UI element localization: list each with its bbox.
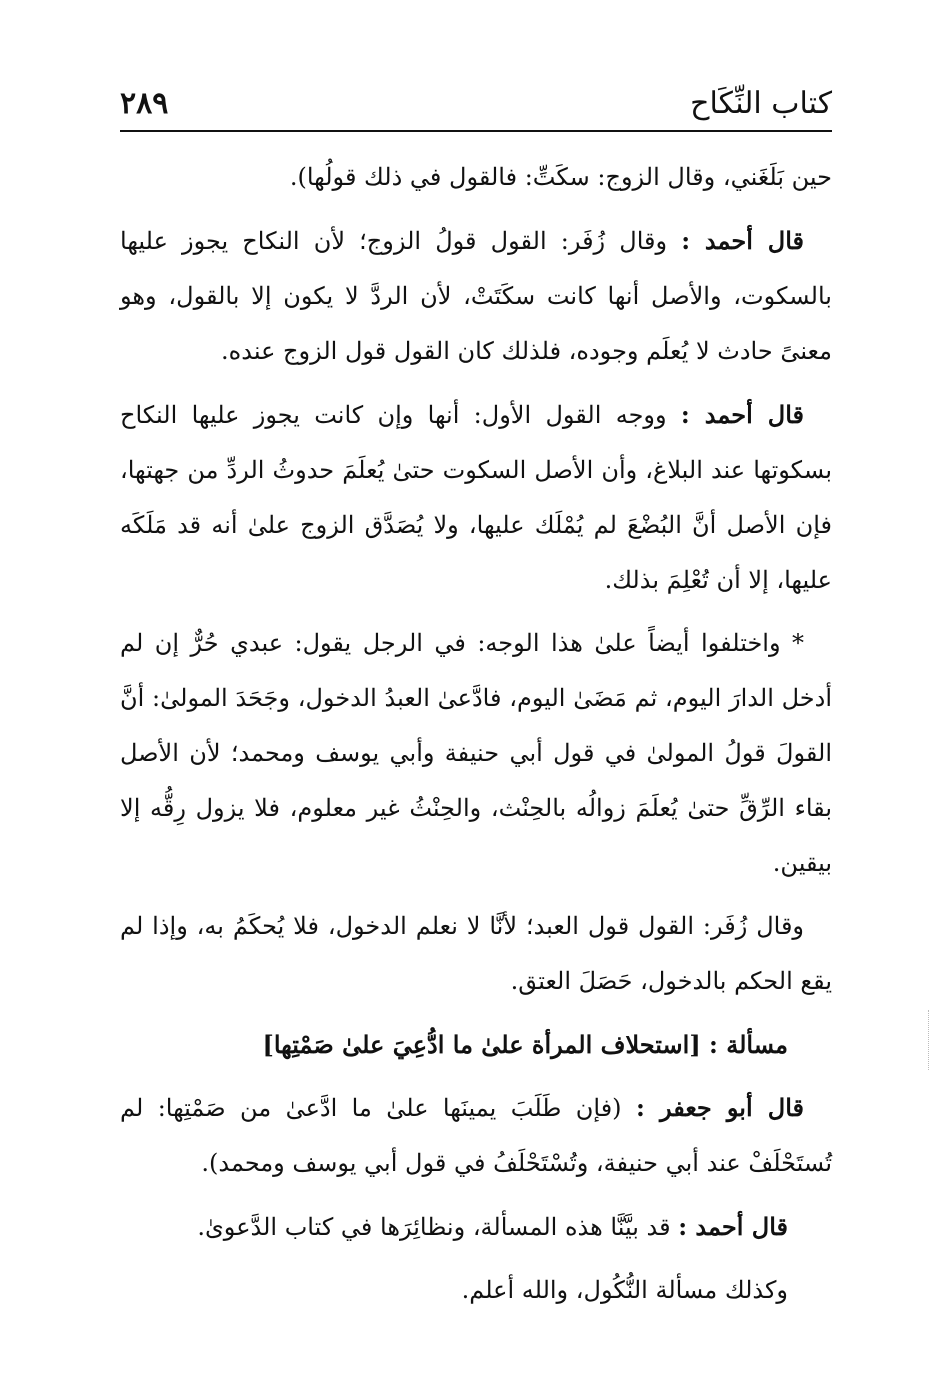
section-heading [120,1017,832,1072]
paragraph-text: ووجه القول الأول: أنها وإن كانت يجوز عليها النكاح بسكوتها عند البلاغ، وأن الأصل السكوت حتىٰ يُعلَمَ حدوثُ الردِّ من جهتها، فإن الأصل أنَّ البُضْعَ لم يُمْلَك عليها، ولا يُصَدَّق الزوج علىٰ أنه قد مَلَكَه عليها، إلا أن تُعْلِمَ بذلك. [120,401,832,594]
speaker-label: قال أبو جعفر : [635,1093,804,1122]
paragraph-text: وقال زُفَر: القول قول العبد؛ لأنَّا لا نعلم الدخول، فلا يُحكَمُ به، وإذا لم يقع الحكم بالدخول، حَصَلَ العتق. [120,912,832,995]
speaker-label: قال أحمد : [681,226,804,255]
paragraph-text: * واختلفوا أيضاً علىٰ هذا الوجه: في الرجل يقول: عبدي حُرٌّ إن لم أدخل الدارَ اليوم، ثم مَضَىٰ اليوم، فادَّعىٰ العبدُ الدخول، وجَحَدَ المولىٰ: أنَّ القولَ قولُ المولىٰ في قول أبي حنيفة وأبي يوسف ومحمد؛ لأن الأصل بقاء الرِّقِّ حتىٰ يُعلَمَ زوالُه بالحِنْث، والحِنْثُ غير معلوم، فلا يزول رِقُّه إلا بيقين. [120,629,832,877]
page-number: ٢٨٩ [120,86,169,121]
speaker-label: قال أحمد : [680,400,804,429]
page-body [120,150,832,1326]
paragraph-text: وكذلك مسألة النُّكُول، والله أعلم. [461,1276,788,1304]
paragraph-text: قد بيَّنَّا هذه المسألة، ونظائِرَها في كتاب الدَّعوىٰ. [197,1213,679,1241]
margin-scan-mark [928,1010,932,1070]
running-header [120,80,832,140]
paragraph-1 [120,150,832,205]
header-rule [120,130,832,132]
paragraph-7 [120,1080,832,1191]
paragraph-3 [120,387,832,608]
paragraph-9 [120,1263,832,1318]
paragraph-text: حين بَلَغَني، وقال الزوج: سكَتِّ: فالقول في ذلك قولُها). [289,163,832,191]
paragraph-2 [120,213,832,379]
chapter-title: كتاب النِّكَاح [690,86,832,121]
section-heading-text: مسألة : [استحلاف المرأة علىٰ ما ادُّعِيَ علىٰ صَمْتِها] [262,1030,788,1059]
paragraph-5 [120,899,832,1009]
paragraph-text: وقال زُفَر: القول قولُ الزوج؛ لأن النكاح يجوز عليها بالسكوت، والأصل أنها كانت سكَتَتْ، لأن الردَّ لا يكون إلا بالقول، وهو معنىً حادث لا يُعلَم وجوده، فلذلك كان القول قول الزوج عنده. [120,227,832,365]
paragraph-4 [120,616,832,891]
speaker-label: قال أحمد : [678,1212,788,1241]
paragraph-8 [120,1199,832,1255]
paragraph-text: (فإن طَلَبَ يمينَها علىٰ ما ادَّعىٰ من صَمْتِها: لم تُستَحْلَفْ عند أبي حنيفة، وتُسْتَحْلَفُ في قول أبي يوسف ومحمد). [120,1094,832,1177]
